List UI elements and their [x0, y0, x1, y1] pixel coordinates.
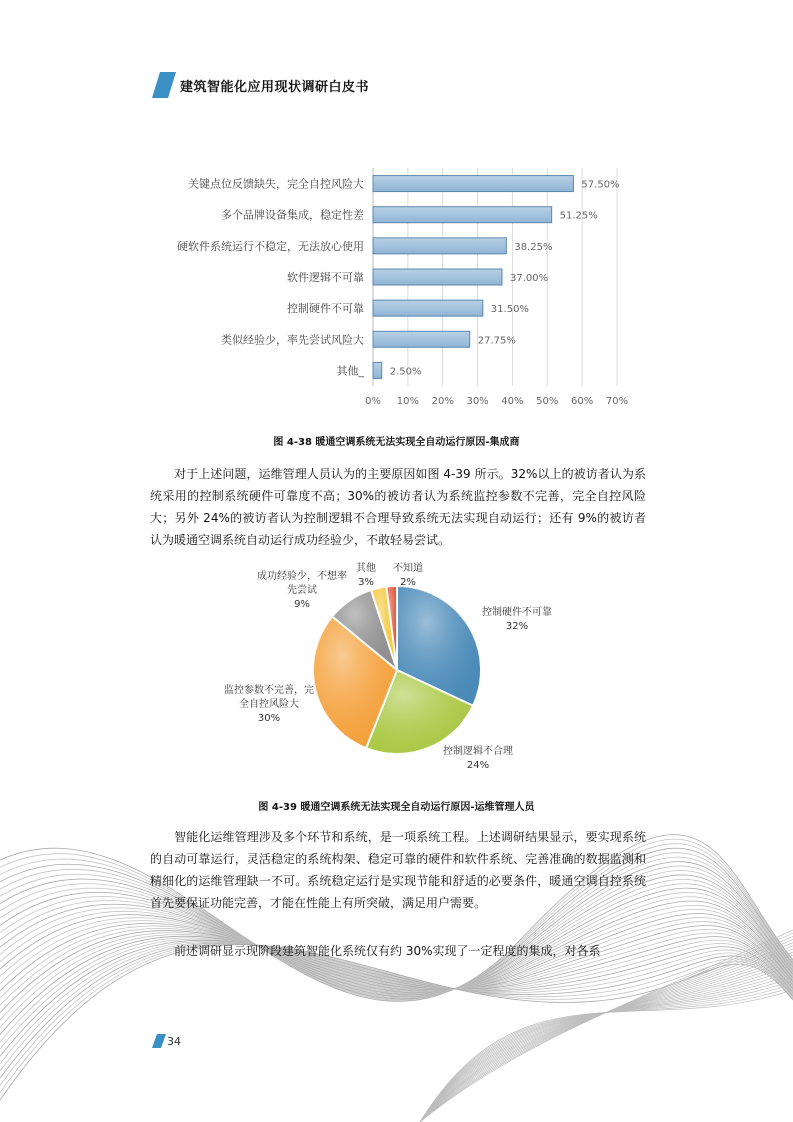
wave-line [420, 987, 793, 1122]
paragraph-1: 对于上述问题，运维管理人员认为的主要原因如图 4-39 所示。32%以上的被访者认为系统采用的控制系统硬件可靠度不高；30%的被访者认为系统监控参数不完善，完全自控风险大；另外 24%的被访者认为控制逻辑不合理导致系统无法实现自动运行；还有 9%的被访者认为暖通空调系统自动运行成功经验少，不敢轻易尝试。 [150, 467, 646, 547]
category-label: 软件逻辑不可靠 [287, 271, 364, 284]
x-tick-label: 20% [431, 396, 454, 407]
x-tick-label: 0% [365, 396, 381, 407]
page-number: 34 [167, 1035, 181, 1048]
wave-line [420, 946, 793, 1122]
pie-label-hardware: 控制硬件不可靠 32% [482, 607, 552, 632]
x-tick-label: 60% [571, 396, 594, 407]
category-label: 其他_ [336, 364, 364, 378]
document-title: 建筑智能化应用现状调研白皮书 [180, 80, 370, 95]
category-label: 多个品牌设备集成，稳定性差 [221, 208, 364, 222]
category-label: 关键点位反馈缺失，完全自控风险大 [188, 177, 364, 191]
footer-slash-icon [152, 1034, 166, 1048]
paragraph-3: 前述调研显示现阶段建筑智能化系统仅有约 30%实现了一定程度的集成，对各系 [174, 944, 601, 958]
x-tick-label: 30% [466, 396, 489, 407]
x-tick-label: 10% [396, 396, 419, 407]
pie-label-other: 其他 3% [356, 563, 376, 588]
value-label: 51.25% [559, 210, 598, 222]
paragraph-2: 智能化运维管理涉及多个环节和系统，是一项系统工程。上述调研结果显示，要实现系统的自动可靠运行，灵活稳定的系统构架、稳定可靠的硬件和软件系统、完善准确的数据监测和精细化的运维管理缺一不可。系统稳定运行是实现节能和舒适的必要条件，暖通空调自控系统首先要保证功能完善，才能在性能上有所突破，满足用户需要。 [150, 830, 646, 910]
value-label: 31.50% [490, 304, 529, 316]
value-label: 37.00% [509, 273, 549, 284]
value-label: 57.50% [581, 179, 620, 191]
wave-line [420, 984, 793, 1122]
wave-line [420, 977, 793, 1122]
pie-label-experience: 成功经验少，不想率先尝试 9% [257, 571, 347, 610]
wave-line [420, 990, 793, 1122]
wave-line [0, 943, 793, 1078]
wave-line [420, 974, 793, 1122]
category-label: 硬软件系统运行不稳定，无法放心使用 [177, 239, 364, 253]
x-tick-label: 40% [501, 396, 524, 407]
x-tick-label: 70% [605, 396, 629, 407]
pie-label-monitoring: 监控参数不完善，完全自控风险大 30% [224, 685, 314, 724]
value-label: 27.75% [477, 335, 516, 347]
category-label: 类似经验少，率先尝试风险大 [221, 333, 364, 347]
pie-chart-caption: 图 4-39 暖通空调系统无法实现全自动运行原因-运维管理人员 [258, 802, 535, 813]
value-label: 38.25% [514, 241, 553, 253]
category-label: 控制硬件不可靠 [287, 302, 364, 316]
x-tick-label: 50% [536, 396, 559, 407]
bar-chart-caption: 图 4-38 暖通空调系统无法实现全自动运行原因-集成商 [273, 437, 520, 448]
value-label: 2.50% [389, 366, 422, 378]
pie-label-logic: 控制逻辑不合理 24% [443, 746, 513, 771]
pie-label-unknown: 不知道 2% [393, 563, 423, 588]
wave-line [0, 944, 793, 1093]
wave-line [420, 943, 793, 1122]
wave-line [420, 981, 793, 1122]
